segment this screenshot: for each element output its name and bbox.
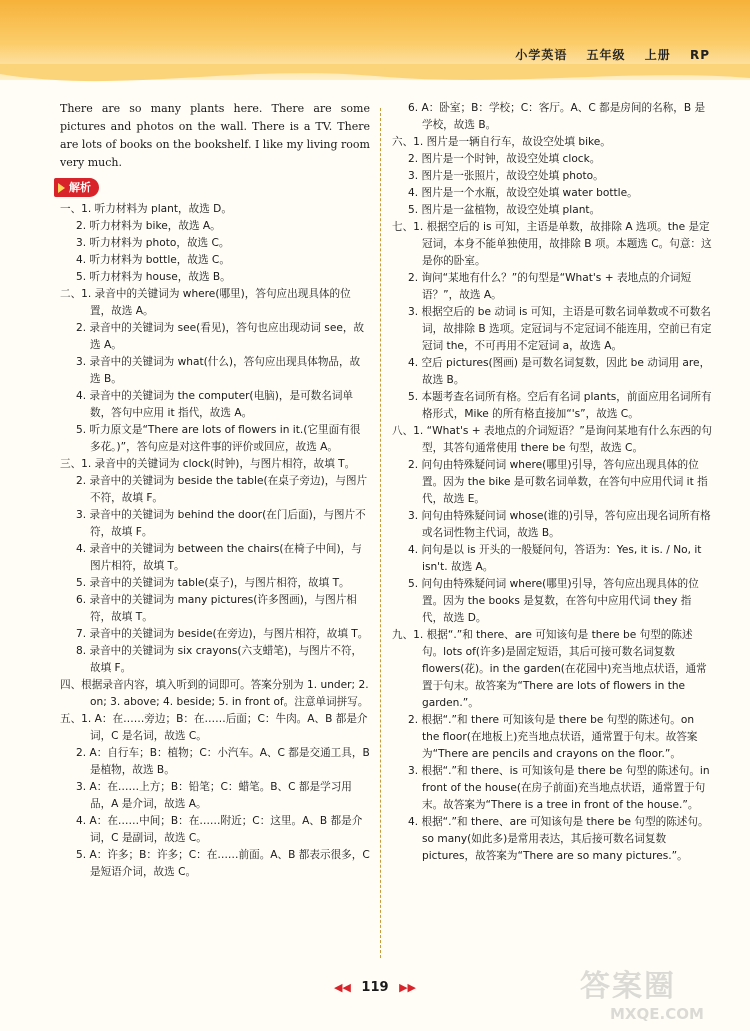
- jiexi-badge: [54, 178, 99, 197]
- answer-item: 8. 录音中的关键词为 six crayons(六支蜡笔)，与图片不符，故填 F。: [76, 645, 363, 674]
- answer-item: 3. 录音中的关键词为 behind the door(在门后面)，与图片不符，故填 F。: [76, 509, 366, 538]
- grade-label: 五年级: [586, 48, 626, 62]
- book-info: [501, 46, 710, 63]
- answer-item: 2. A：自行车；B：植物；C：小汽车。A、C 都是交通工具，B 是植物，故选 B。: [76, 747, 370, 776]
- listening-passage: There are so many plants here. There are some pictures and photos on the wall. There is a TV. There are lots of books on the bookshelf. I like my living room very much.: [60, 102, 370, 169]
- answer-item: 五、1. A：在……旁边；B：在……后面；C：牛肉。A、B 都是介词，C 是名词，故选 C。: [60, 713, 368, 742]
- answer-item: 5. 听力原文是“There are lots of flowers in it.(它里面有很多花。)”，答句应是对这件事的评价或回应，故选 A。: [76, 424, 361, 453]
- subject-label: 小学英语: [515, 48, 568, 62]
- answer-item: 2. 录音中的关键词为 beside the table(在桌子旁边)，与图片不符，故填 F。: [76, 475, 368, 504]
- answer-item: 3. 问句由特殊疑问词 whose(谁的)引导，答句应出现名词所有格或名词性物主代词，故选 B。: [408, 510, 711, 539]
- right-column: [392, 100, 712, 865]
- right-answer-list: [392, 100, 712, 865]
- watermark-cn: 答案圈: [580, 969, 676, 1004]
- left-answer-list: [60, 201, 370, 881]
- answer-item: 二、1. 录音中的关键词为 where(哪里)，答句应出现具体的位置，故选 A。: [60, 288, 351, 317]
- answer-item: 6. A：卧室；B：学校；C：客厅。A、C 都是房间的名称，B 是学校，故选 B。: [408, 102, 706, 131]
- answer-item: 2. 听力材料为 bike，故选 A。: [76, 220, 221, 232]
- jiexi-label: 解析: [69, 181, 91, 194]
- answer-item: 5. 录音中的关键词为 table(桌子)，与图片相符，故填 T。: [76, 577, 350, 589]
- volume-label: 上册: [644, 48, 671, 62]
- answer-item: 7. 录音中的关键词为 beside(在旁边)，与图片相符，故填 T。: [76, 628, 369, 640]
- answer-item: 3. 图片是一张照片，故设空处填 photo。: [408, 170, 604, 182]
- answer-item: 4. 问句是以 is 开头的一般疑问句，答语为：Yes, it is. / No, it isn't. 故选 A。: [408, 544, 702, 573]
- answer-item: 2. 询问“某地有什么？”的句型是“What's + 表地点的介词短语？”，故选 A。: [408, 272, 692, 301]
- answer-item: 2. 根据“.”和 there 可知该句是 there be 句型的陈述句。on the floor(在地板上)充当地点状语，通常置于句末。故答案为“There are pencils and crayons on the floor.”。: [408, 714, 698, 760]
- answer-item: 2. 问句由特殊疑问词 where(哪里)引导，答句应出现具体的位置。因为 the bike 是可数名词单数，在答句中应用代词 it 指代，故选 E。: [408, 459, 708, 505]
- answer-item: 2. 录音中的关键词为 see(看见)，答句也应出现动词 see，故选 A。: [76, 322, 365, 351]
- answer-item: 3. 根据“.”和 there、is 可知该句是 there be 句型的陈述句。in front of the house(在房子前面)充当地点状语，通常置于句末。故答案为“There is a tree in front of the house.”。: [408, 765, 710, 811]
- arrow-icon: [58, 183, 65, 193]
- answer-item: 八、1. “What's + 表地点的介词短语？”是询问某地有什么东西的句型，其答句通常使用 there be 句型，故选 C。: [392, 425, 712, 454]
- prev-arrows-icon: ◀◀: [333, 981, 351, 994]
- answer-item: 4. 录音中的关键词为 the computer(电脑)，是可数名词单数，答句中应用 it 指代，故选 A。: [76, 390, 354, 419]
- answer-item: 5. 本题考查名词所有格。空后有名词 plants，前面应用名词所有格形式，Mike 的所有格直接加“'s”，故选 C。: [408, 391, 712, 420]
- header-banner: [0, 0, 750, 80]
- jiexi-heading: [54, 178, 370, 197]
- column-divider: [380, 108, 381, 958]
- answer-item: 4. A：在……中间；B：在……附近；C：这里。A、B 都是介词，C 是副词，故选 C。: [76, 815, 363, 844]
- edition-label: RP: [689, 48, 710, 62]
- answer-item: 4. 图片是一个水瓶，故设空处填 water bottle。: [408, 187, 638, 199]
- watermark-logo: [580, 961, 730, 1021]
- next-arrows-icon: ▶▶: [399, 981, 417, 994]
- answer-item: 5. 问句由特殊疑问词 where(哪里)引导，答句应出现具体的位置。因为 the books 是复数，在答句中应用代词 they 指代，故选 D。: [408, 578, 699, 624]
- answer-item: 3. 根据空后的 be 动词 is 可知，主语是可数名词单数或不可数名词，故排除 B 选项。定冠词与不定冠词不能连用，空前已有定冠词 the，不可再用不定冠词 a，故选 A。: [408, 306, 712, 352]
- answer-item: 九、1. 根据“.”和 there、are 可知该句是 there be 句型的陈述句。lots of(许多)是固定短语，其后可接可数名词复数 flowers(花)。in the garden(在花园中)充当地点状语，通常置于句末。故答案为“There are lots of flowers in the garden.”。: [392, 629, 707, 709]
- answer-item: 6. 录音中的关键词为 many pictures(许多图画)，与图片相符，故填 T。: [76, 594, 357, 623]
- answer-item: 5. 图片是一盆植物，故设空处填 plant。: [408, 204, 601, 216]
- watermark-en: MXQE.COM: [610, 1005, 704, 1023]
- page-number: 119: [361, 980, 389, 995]
- answer-item: 5. 听力材料为 house，故选 B。: [76, 271, 231, 283]
- answer-item: 3. A：在……上方；B：铅笔；C：蜡笔。B、C 都是学习用品，A 是介词，故选 A。: [76, 781, 352, 810]
- answer-item: 4. 听力材料为 bottle，故选 C。: [76, 254, 230, 266]
- answer-item: 三、1. 录音中的关键词为 clock(时钟)，与图片相符，故填 T。: [60, 458, 356, 470]
- answer-item: 4. 空后 pictures(图画) 是可数名词复数，因此 be 动词用 are，故选 B。: [408, 357, 711, 386]
- answer-item: 2. 图片是一个时钟，故设空处填 clock。: [408, 153, 601, 165]
- answer-item: 六、1. 图片是一辆自行车，故设空处填 bike。: [392, 136, 611, 148]
- answer-item: 七、1. 根据空后的 is 可知，主语是单数，故排除 A 选项。the 是定冠词，本身不能单独使用，故排除 B 项。本题选 C。句意：这是你的卧室。: [392, 221, 712, 267]
- banner-wave: [0, 64, 750, 94]
- answer-item: 3. 听力材料为 photo，故选 C。: [76, 237, 230, 249]
- answer-item: 一、1. 听力材料为 plant，故选 D。: [60, 203, 232, 215]
- answer-item: 4. 录音中的关键词为 between the chairs(在椅子中间)，与图片相符，故填 T。: [76, 543, 362, 572]
- answer-item: 5. A：许多；B：许多；C：在……前面。A、B 都表示很多，C 是短语介词，故选 C。: [76, 849, 370, 878]
- answer-item: 四、根据录音内容，填入听到的词即可。答案分别为 1. under; 2. on; 3. above; 4. beside; 5. in front of。注意单词拼写。: [60, 679, 369, 708]
- left-column: [60, 100, 370, 881]
- answer-item: 4. 根据“.”和 there、are 可知该句是 there be 句型的陈述句。so many(如此多)是常用表达，其后接可数名词复数 pictures，故答案为“There are so many pictures.”。: [408, 816, 709, 862]
- answer-item: 3. 录音中的关键词为 what(什么)，答句应出现具体物品，故选 B。: [76, 356, 361, 385]
